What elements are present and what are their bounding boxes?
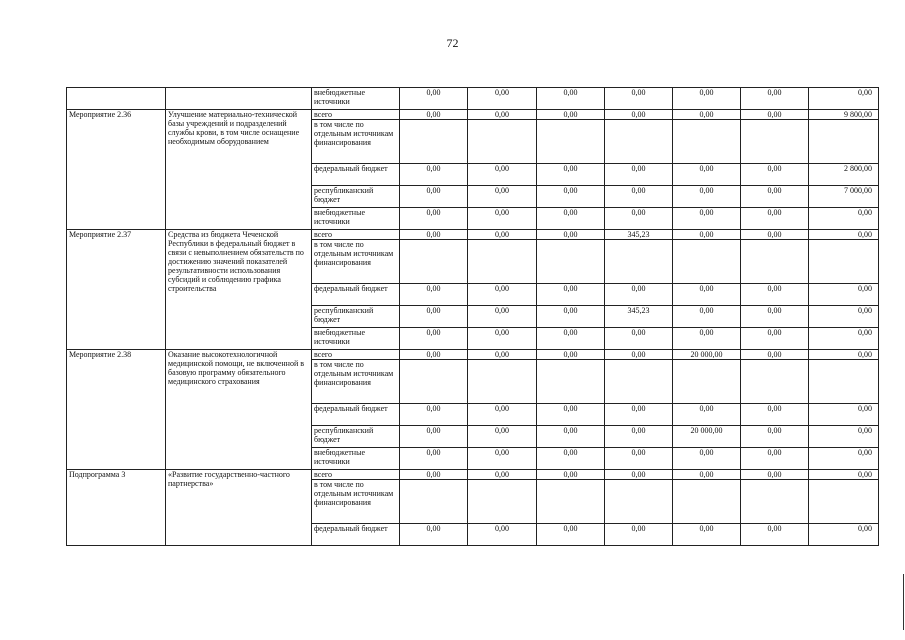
value-cell: 0,00 (468, 426, 537, 448)
value-cell (605, 480, 673, 524)
description-cell (166, 88, 312, 110)
value-cell (673, 120, 741, 164)
source-cell: внебюджетные источники (312, 208, 400, 230)
value-cell (400, 120, 468, 164)
description-cell: Улучшение материально-технической базы учреждений и подразделений службы крови, в том числе оснащение необходимым оборудованием (166, 110, 312, 230)
budget-table (66, 87, 879, 546)
value-cell: 0,00 (741, 426, 809, 448)
source-cell: федеральный бюджет (312, 164, 400, 186)
value-cell (673, 480, 741, 524)
value-cell: 0,00 (741, 186, 809, 208)
source-cell: внебюджетные источники (312, 328, 400, 350)
source-cell: республиканский бюджет (312, 186, 400, 208)
value-cell: 0,00 (809, 350, 879, 360)
value-cell: 0,00 (605, 164, 673, 186)
value-cell: 0,00 (673, 88, 741, 110)
value-cell: 0,00 (400, 208, 468, 230)
value-cell: 0,00 (605, 110, 673, 120)
value-cell: 0,00 (741, 306, 809, 328)
value-cell: 0,00 (605, 186, 673, 208)
value-cell: 0,00 (468, 404, 537, 426)
source-cell: республиканский бюджет (312, 426, 400, 448)
value-cell: 0,00 (809, 230, 879, 240)
source-cell: федеральный бюджет (312, 284, 400, 306)
source-cell: всего (312, 110, 400, 120)
source-cell: внебюджетные источники (312, 448, 400, 470)
value-cell: 0,00 (468, 350, 537, 360)
value-cell: 0,00 (537, 470, 605, 480)
value-cell: 0,00 (468, 306, 537, 328)
source-cell: всего (312, 470, 400, 480)
value-cell: 0,00 (537, 328, 605, 350)
value-cell: 0,00 (468, 448, 537, 470)
value-cell: 0,00 (468, 524, 537, 546)
value-cell: 7 000,00 (809, 186, 879, 208)
value-cell: 0,00 (605, 328, 673, 350)
value-cell: 0,00 (741, 404, 809, 426)
table-row (67, 88, 879, 110)
value-cell: 0,00 (400, 164, 468, 186)
program-cell: Мероприятие 2.38 (67, 350, 166, 470)
value-cell: 0,00 (673, 186, 741, 208)
value-cell: 0,00 (400, 186, 468, 208)
value-cell: 0,00 (537, 448, 605, 470)
source-cell: в том числе по отдельным источникам финансирования (312, 120, 400, 164)
value-cell: 0,00 (673, 404, 741, 426)
value-cell: 0,00 (809, 284, 879, 306)
value-cell: 0,00 (741, 230, 809, 240)
value-cell: 20 000,00 (673, 426, 741, 448)
value-cell: 0,00 (468, 88, 537, 110)
source-cell: внебюджетные источники (312, 88, 400, 110)
value-cell: 0,00 (809, 426, 879, 448)
source-cell: республиканский бюджет (312, 306, 400, 328)
value-cell: 0,00 (537, 164, 605, 186)
value-cell: 0,00 (605, 350, 673, 360)
source-cell: в том числе по отдельным источникам финансирования (312, 240, 400, 284)
value-cell (809, 360, 879, 404)
value-cell: 0,00 (673, 284, 741, 306)
value-cell: 0,00 (468, 230, 537, 240)
value-cell: 0,00 (468, 110, 537, 120)
value-cell: 0,00 (809, 448, 879, 470)
value-cell: 0,00 (400, 404, 468, 426)
value-cell: 2 800,00 (809, 164, 879, 186)
value-cell: 0,00 (673, 448, 741, 470)
value-cell: 0,00 (537, 306, 605, 328)
value-cell: 0,00 (468, 164, 537, 186)
value-cell (468, 480, 537, 524)
value-cell (468, 240, 537, 284)
value-cell: 0,00 (809, 306, 879, 328)
value-cell: 0,00 (809, 208, 879, 230)
value-cell: 0,00 (605, 88, 673, 110)
value-cell: 0,00 (468, 208, 537, 230)
value-cell: 0,00 (809, 524, 879, 546)
value-cell (468, 360, 537, 404)
value-cell (537, 120, 605, 164)
value-cell: 0,00 (537, 88, 605, 110)
value-cell: 0,00 (537, 426, 605, 448)
value-cell: 0,00 (537, 208, 605, 230)
value-cell: 0,00 (468, 186, 537, 208)
description-cell: Средства из бюджета Чеченской Республики в федеральный бюджет в связи с невыполнением обязательств по достижению значений показателей результативности использования субсидий и соблюдению графика строительства (166, 230, 312, 350)
program-cell (67, 88, 166, 110)
value-cell: 0,00 (673, 328, 741, 350)
table-row (67, 350, 879, 360)
source-cell: в том числе по отдельным источникам финансирования (312, 480, 400, 524)
value-cell (537, 240, 605, 284)
value-cell: 20 000,00 (673, 350, 741, 360)
value-cell (741, 120, 809, 164)
table-row (67, 230, 879, 240)
value-cell: 0,00 (400, 350, 468, 360)
value-cell: 0,00 (673, 524, 741, 546)
value-cell: 0,00 (537, 404, 605, 426)
value-cell (537, 480, 605, 524)
value-cell: 0,00 (809, 470, 879, 480)
value-cell: 0,00 (741, 350, 809, 360)
value-cell (605, 120, 673, 164)
value-cell (400, 240, 468, 284)
value-cell: 345,23 (605, 230, 673, 240)
value-cell: 0,00 (809, 404, 879, 426)
value-cell: 0,00 (537, 186, 605, 208)
value-cell: 0,00 (400, 470, 468, 480)
value-cell: 0,00 (400, 230, 468, 240)
value-cell: 0,00 (673, 110, 741, 120)
value-cell: 0,00 (809, 328, 879, 350)
value-cell (400, 480, 468, 524)
value-cell: 0,00 (605, 470, 673, 480)
program-cell: Мероприятие 2.36 (67, 110, 166, 230)
value-cell: 0,00 (741, 164, 809, 186)
value-cell: 0,00 (673, 208, 741, 230)
value-cell (809, 120, 879, 164)
value-cell: 0,00 (400, 524, 468, 546)
value-cell: 0,00 (537, 350, 605, 360)
value-cell: 0,00 (741, 110, 809, 120)
source-cell: в том числе по отдельным источникам финансирования (312, 360, 400, 404)
value-cell (741, 240, 809, 284)
value-cell: 0,00 (673, 470, 741, 480)
value-cell (809, 240, 879, 284)
value-cell: 0,00 (468, 284, 537, 306)
value-cell: 0,00 (741, 448, 809, 470)
value-cell: 0,00 (400, 110, 468, 120)
value-cell (741, 480, 809, 524)
value-cell: 0,00 (605, 404, 673, 426)
value-cell (537, 360, 605, 404)
value-cell: 0,00 (400, 306, 468, 328)
value-cell: 0,00 (400, 88, 468, 110)
value-cell: 0,00 (605, 448, 673, 470)
program-cell: Мероприятие 2.37 (67, 230, 166, 350)
value-cell (605, 360, 673, 404)
value-cell: 0,00 (537, 524, 605, 546)
table-row (67, 470, 879, 480)
value-cell (741, 360, 809, 404)
value-cell (809, 480, 879, 524)
value-cell: 0,00 (400, 426, 468, 448)
value-cell: 0,00 (400, 448, 468, 470)
source-cell: всего (312, 350, 400, 360)
program-cell: Подпрограмма 3 (67, 470, 166, 546)
value-cell (468, 120, 537, 164)
value-cell: 0,00 (673, 230, 741, 240)
source-cell: федеральный бюджет (312, 524, 400, 546)
value-cell: 0,00 (468, 328, 537, 350)
value-cell: 0,00 (605, 426, 673, 448)
value-cell (605, 240, 673, 284)
scan-edge-line (903, 574, 904, 630)
value-cell: 0,00 (673, 306, 741, 328)
value-cell: 0,00 (741, 328, 809, 350)
value-cell: 0,00 (809, 88, 879, 110)
value-cell (400, 360, 468, 404)
value-cell (673, 240, 741, 284)
value-cell: 0,00 (741, 470, 809, 480)
value-cell: 0,00 (741, 208, 809, 230)
value-cell: 0,00 (741, 284, 809, 306)
value-cell: 0,00 (468, 470, 537, 480)
value-cell: 0,00 (400, 328, 468, 350)
page-number: 72 (446, 36, 459, 50)
value-cell: 0,00 (741, 524, 809, 546)
source-cell: федеральный бюджет (312, 404, 400, 426)
value-cell: 0,00 (741, 88, 809, 110)
value-cell (673, 360, 741, 404)
value-cell: 0,00 (673, 164, 741, 186)
value-cell: 0,00 (537, 284, 605, 306)
description-cell: «Развитие государственно-частного партнерства» (166, 470, 312, 546)
value-cell: 0,00 (605, 524, 673, 546)
value-cell: 345,23 (605, 306, 673, 328)
value-cell: 0,00 (537, 230, 605, 240)
value-cell: 0,00 (605, 208, 673, 230)
value-cell: 0,00 (400, 284, 468, 306)
value-cell: 0,00 (537, 110, 605, 120)
description-cell: Оказание высокотехнологичной медицинской помощи, не включенной в базовую программу обязательного медицинского страхования (166, 350, 312, 470)
table-row (67, 110, 879, 120)
value-cell: 0,00 (605, 284, 673, 306)
source-cell: всего (312, 230, 400, 240)
value-cell: 9 800,00 (809, 110, 879, 120)
